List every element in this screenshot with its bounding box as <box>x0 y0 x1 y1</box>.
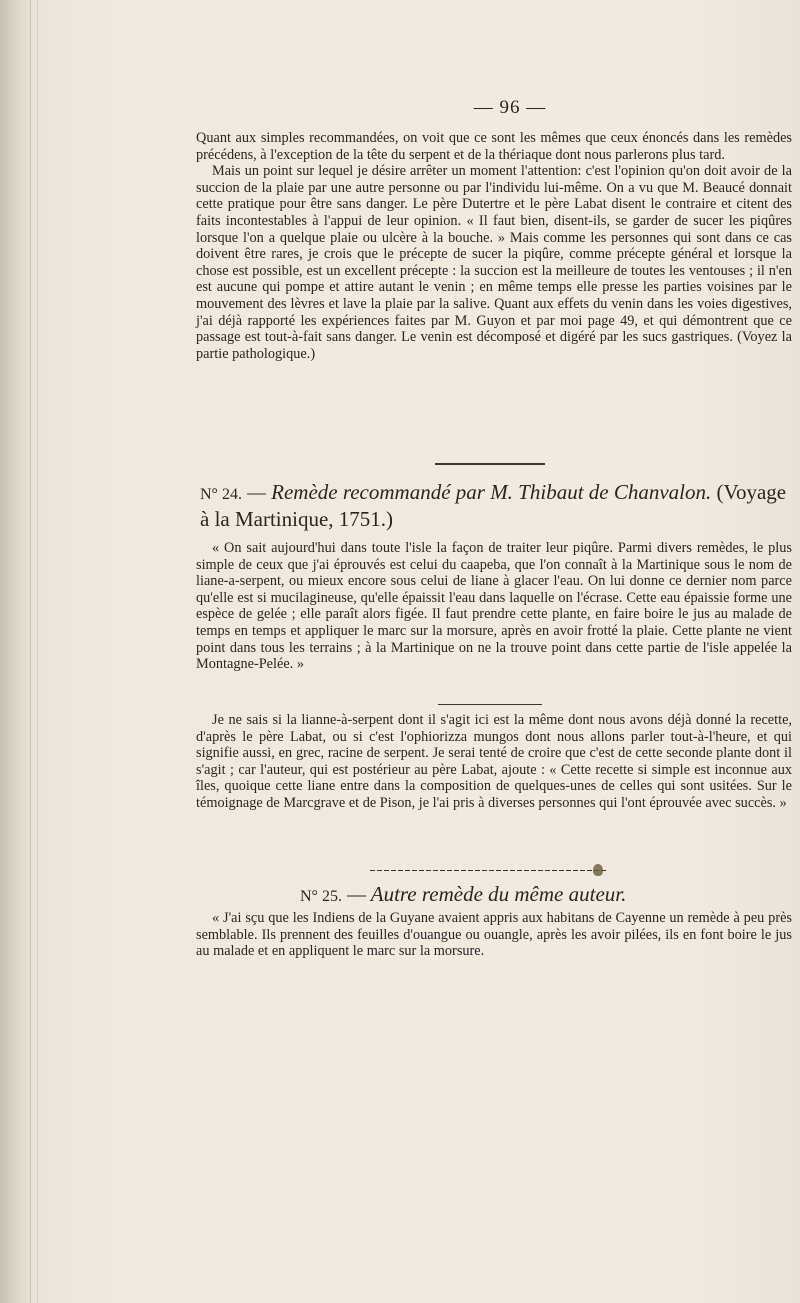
gutter-edge <box>30 0 31 1303</box>
paragraph-ouangue: « J'ai sçu que les Indiens de la Guyane avaient appris aux habitans de Cayenne un remède à peu près semblable. Ils prennent des feuilles d'ouangue ou ouangle, après les avoir pilées, ils en font boire le jus au malade et en appliquent le marc sur la morsure. <box>196 910 792 960</box>
heading-remede-24 <box>200 480 790 532</box>
paragraph-succion: Mais un point sur lequel je désire arrêter un moment l'attention: c'est l'opinion qu'on doit avoir de la succion de la plaie par une autre personne ou par l'individu lui-même. On a vu que M. Beaucé donnait cette pratique pour être sans danger. Le père Dutertre et le père Labat disent le contraire et citent des faits incontestables à l'appui de leur opinion. « Il faut bien, disent-ils, se garder de sucer les piqûres lorsque l'on a quelque plaie ou ulcère à la bouche. » Mais comme les personnes qui sont dans ce cas doivent être rares, je crois que le précepte de sucer la piqûre, comme précepte général et lorsque la chose est possible, est un excellent précepte : la succion est la meilleure de toutes les ventouses ; il n'en est aucune qui pompe et attire autant le venin ; en même temps elle presse les parties voisines par le mouvement des lèvres et lave la plaie par la salive. Quant aux effets du venin dans les voies digestives, j'ai déjà rapporté les expériences faites par M. Guyon et par moi page 49, et qui démontrent que ce passage est tout-à-fait sans danger. Le venin est décomposé et digéré par les sucs gastriques. (Voyez la partie pathologique.) <box>196 163 792 362</box>
heading-24-number: N° 24. <box>200 486 242 503</box>
book-gutter <box>0 0 34 1303</box>
heading-remede-25 <box>300 882 770 909</box>
text-block-intro <box>196 130 792 362</box>
heading-25-number: N° 25. <box>300 888 342 905</box>
heading-24-source: (Voyage à la Martinique, 1751.) <box>200 480 787 531</box>
text-block-quote-25 <box>196 910 792 960</box>
page-number: — 96 — <box>473 97 547 118</box>
heading-25-title: — Autre remède du même auteur. <box>347 882 627 906</box>
text-block-commentary <box>196 712 792 812</box>
paragraph-lianne: Je ne sais si la lianne-à-serpent dont il s'agit ici est la même dont nous avons déjà donné la recette, d'après le père Labat, ou si c'est l'ophiorizza mungos dont nous allons parler tout-à-l'heure, et qui signifie aussi, en grec, racine de serpent. Je serai tenté de croire que c'est de cette seconde plante dont il s'agit ; car l'auteur, qui est postérieur au père Labat, ajoute : « Cette recette si simple est inconnue aux îles, quoique cette liane entre dans la composition de quelques-unes de celles qui sont usitées. Sur le témoignage de Marcgrave et de Pison, je l'ai pris à diverses personnes qui l'ont éprouvée avec succès. » <box>196 712 792 811</box>
gutter-edge-inner <box>37 0 38 1303</box>
paragraph-simples: Quant aux simples recommandées, on voit que ce sont les mêmes que ceux énoncés dans les remèdes précédens, à l'exception de la tête du serpent et de la thériaque dont nous parlerons plus tard. <box>196 130 792 163</box>
section-divider <box>370 870 606 871</box>
paragraph-caapeba: « On sait aujourd'hui dans toute l'isle la façon de traiter leur piqûre. Parmi divers remèdes, le plus simple de ceux que j'ai éprouvés est celui du caapeba, que l'on connaît à la Martinique sous le nom de liane-a-serpent, ou mieux encore sous celui de liane à glacer l'eau. On lui donne ce dernier nom parce qu'elle est si mucilagineuse, qu'elle épaissit l'eau dans laquelle on l'écrase. Cette eau épaissie forme une espèce de gelée ; elle paraît alors figée. Il faut prendre cette plante, en faire boire le jus au malade de temps en temps et appliquer le marc sur la morsure, après en avoir frotté la plaie. Cette plante ne vient point dans tous les terrains ; à la Martinique on ne la trouve point dans cette partie de l'isle appelée la Montagne-Pelée. » <box>196 540 792 673</box>
text-block-quote-24 <box>196 540 792 673</box>
section-divider <box>435 463 545 465</box>
ink-blot <box>593 864 603 876</box>
section-divider <box>438 704 542 705</box>
heading-24-title: — Remède recommandé par M. Thibaut de Chanvalon. <box>247 480 712 504</box>
